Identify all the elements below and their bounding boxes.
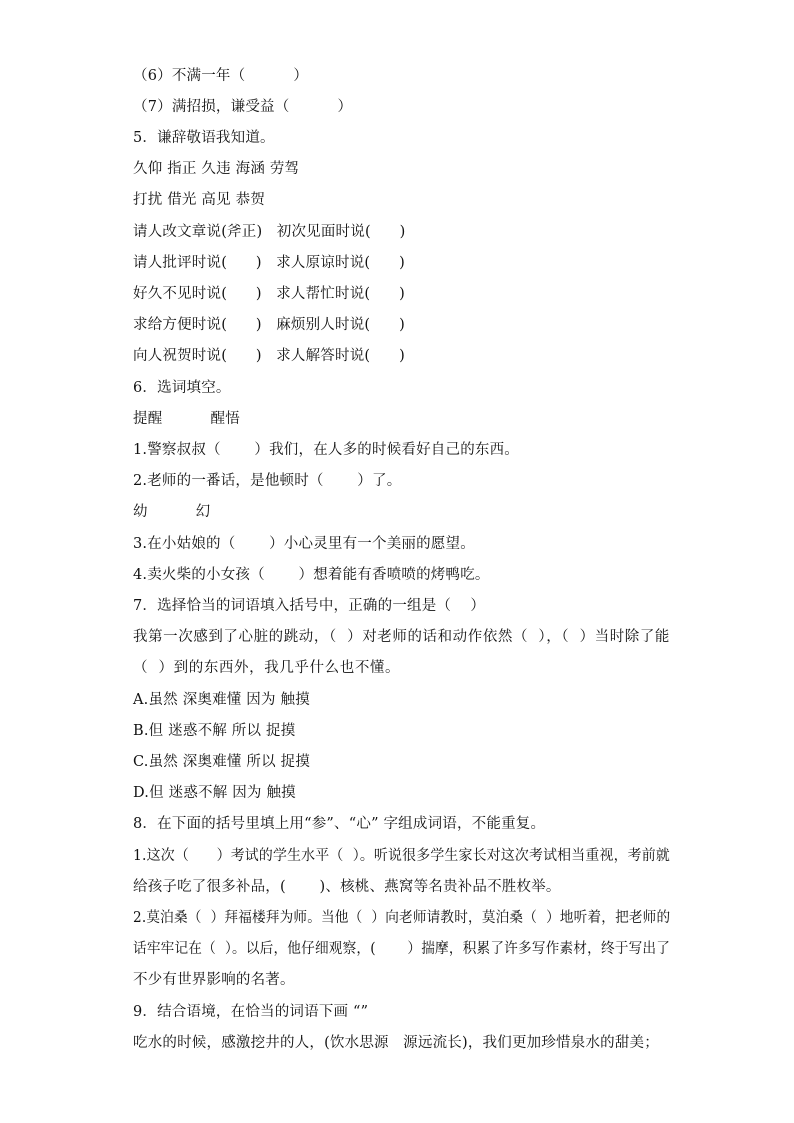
exercise-line: 求给方便时说( ) 麻烦别人时说( ) xyxy=(133,317,405,333)
word-bank: 久仰 指正 久违 海涵 劳驾 xyxy=(133,161,300,177)
question-heading: 9．结合语境，在恰当的词语下画 “” xyxy=(133,1004,369,1020)
exercise-line: （ ）到的东西外，我几乎什么也不懂。 xyxy=(133,660,401,676)
question-heading: 7．选择恰当的词语填入括号中，正确的一组是（ ） xyxy=(133,598,486,614)
exercise-line: （7）满招损，谦受益（ ） xyxy=(133,99,353,115)
question-heading: 5．谦辞敬语我知道。 xyxy=(133,130,275,146)
exercise-line: 请人改文章说(斧正) 初次见面时说( ) xyxy=(133,224,406,240)
exercise-line: 不少有世界影响的名著。 xyxy=(133,972,295,988)
exercise-line: （6）不满一年（ ） xyxy=(133,68,309,84)
exercise-line: 好久不见时说( ) 求人帮忙时说( ) xyxy=(133,286,405,302)
word-bank: 提醒 醒悟 xyxy=(133,411,240,427)
option-c: C.虽然 深奥难懂 所以 捉摸 xyxy=(133,754,311,770)
exercise-line: 向人祝贺时说( ) 求人解答时说( ) xyxy=(133,348,405,364)
exercise-line: 我第一次感到了心脏的跳动，（ ）对老师的话和动作依然（ ），（ ）当时除了能 xyxy=(133,629,671,645)
exercise-line: 4.卖火柴的小女孩（ ）想着能有香喷喷的烤鸭吃。 xyxy=(133,567,490,583)
exercise-line: 1.警察叔叔（ ）我们，在人多的时候看好自己的东西。 xyxy=(133,442,519,458)
word-bank: 幼 幻 xyxy=(133,504,211,520)
exercise-line: 2.莫泊桑（ ）拜福楼拜为师。当他（ ）向老师请教时，莫泊桑（ ）地听着，把老师的 xyxy=(133,910,671,926)
question-heading: 8．在下面的括号里填上用“参”、“心” 字组成词语，不能重复。 xyxy=(133,816,546,832)
exercise-line: 1.这次（ ）考试的学生水平（ ）。听说很多学生家长对这次考试相当重视，考前就 xyxy=(133,848,670,864)
word-bank: 打扰 借光 高见 恭贺 xyxy=(133,192,266,208)
exercise-line: 吃水的时候，感激挖井的人，(饮水思源 源远流长)，我们更加珍惜泉水的甜美； xyxy=(133,1035,659,1051)
exercise-line: 请人批评时说( ) 求人原谅时说( ) xyxy=(133,255,405,271)
exercise-line: 话牢牢记在（ ）。以后，他仔细观察，( ）揣摩，积累了许多写作素材，终于写出了 xyxy=(133,941,671,957)
exercise-line: 给孩子吃了很多补品，( )、核桃、燕窝等名贵补品不胜枚举。 xyxy=(133,879,561,895)
option-a: A.虽然 深奥难懂 因为 触摸 xyxy=(133,692,310,708)
option-b: B.但 迷惑不解 所以 捉摸 xyxy=(133,723,296,739)
exercise-line: 3.在小姑娘的（ ）小心灵里有一个美丽的愿望。 xyxy=(133,536,475,552)
exercise-line: 2.老师的一番话，是他顿时（ ）了。 xyxy=(133,473,402,489)
question-heading: 6．选词填空。 xyxy=(133,380,231,396)
option-d: D.但 迷惑不解 因为 触摸 xyxy=(133,785,296,801)
